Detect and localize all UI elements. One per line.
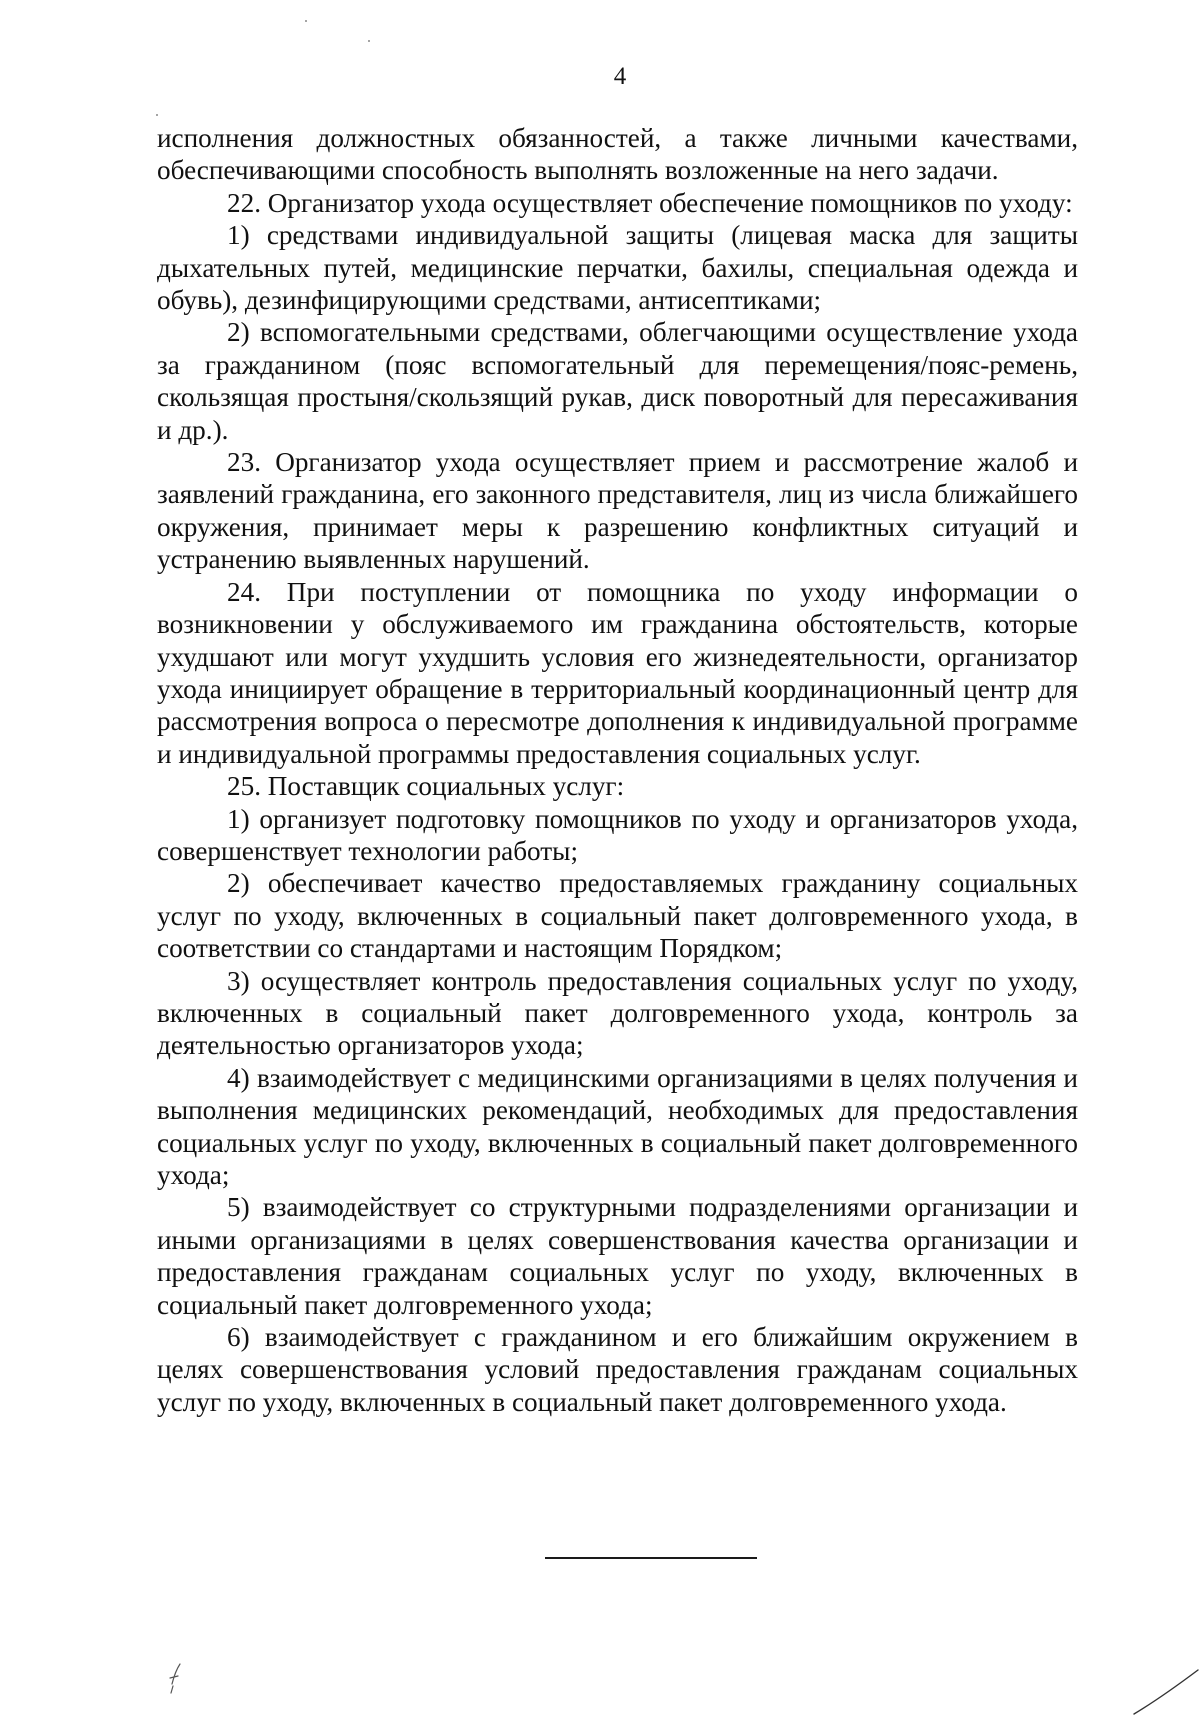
page-number: 4 — [613, 63, 627, 90]
scan-pen-mark — [164, 1660, 188, 1696]
end-of-text-rule — [545, 1557, 757, 1559]
paragraph-item-25-5: 5) взаимодействует со структурными подразделениями организации и иными организациями в целях совершенствования качества организации и предоставления гражданам социальных услуг по уходу, включенных в социальный пакет долговременного ухода; — [157, 1192, 1078, 1320]
paragraph-item-25-3: 3) осуществляет контроль предоставления социальных услуг по уходу, включенных в социальный пакет долговременного ухода, контроль за деятельностью организаторов ухода; — [157, 965, 1078, 1061]
paragraph-continuation: исполнения должностных обязанностей, а также личными качествами, обеспечивающими способность выполнять возложенные на него задачи. — [157, 123, 1078, 186]
paragraph-item-25-1: 1) организует подготовку помощников по уходу и организаторов ухода, совершенствует технологии работы; — [157, 803, 1078, 866]
paragraph-item-25-6: 6) взаимодействует с гражданином и его ближайшим окружением в целях совершенствования условий предоставления гражданам социальных услуг по уходу, включенных в социальный пакет долговременного ухода. — [157, 1322, 1078, 1417]
scan-speck — [305, 20, 307, 22]
paragraph-item-22-2: 2) вспомогательными средствами, облегчающими осуществление ухода за гражданином (пояс вспомогательный для перемещения/пояс-ремень, скользящая простыня/скользящий рукав, диск поворотный для пересаживания и др.). — [157, 317, 1078, 445]
scan-corner-stroke — [1120, 1666, 1200, 1716]
paragraph-item-22: 22. Организатор ухода осуществляет обеспечение помощников по уходу: — [227, 187, 1073, 218]
paragraph-item-25: 25. Поставщик социальных услуг: — [227, 771, 625, 802]
paragraph-item-25-2: 2) обеспечивает качество предоставляемых гражданину социальных услуг по уходу, включенных в социальный пакет долговременного ухода, в соответствии со стандартами и настоящим Порядком; — [157, 868, 1078, 964]
paragraph-item-25-4: 4) взаимодействует с медицинскими организациями в целях получения и выполнения медицинских рекомендаций, необходимых для предоставления социальных услуг по уходу, включенных в социальный пакет долговременного ухода; — [157, 1062, 1078, 1190]
paragraph-item-23: 23. Организатор ухода осуществляет прием и рассмотрение жалоб и заявлений гражданина, его законного представителя, лиц из числа ближайшего окружения, принимает меры к разрешению конфликтных ситуаций и устранению выявленных нарушений. — [157, 447, 1078, 575]
document-body — [157, 122, 1078, 1418]
paragraph-item-24: 24. При поступлении от помощника по уходу информации о возникновении у обслуживаемого им гражданина обстоятельств, которые ухудшают или могут ухудшить условия его жизнедеятельности, организатор ухода инициирует обращение в территориальный координационный центр для рассмотрения вопроса о пересмотре дополнения к индивидуальной программе и индивидуальной программы предоставления социальных услуг. — [157, 576, 1078, 769]
scan-speck — [156, 114, 158, 116]
scan-speck — [368, 40, 370, 42]
paragraph-item-22-1: 1) средствами индивидуальной защиты (лицевая маска для защиты дыхательных путей, медицинские перчатки, бахилы, специальная одежда и обувь), дезинфицирующими средствами, антисептиками; — [157, 220, 1078, 316]
